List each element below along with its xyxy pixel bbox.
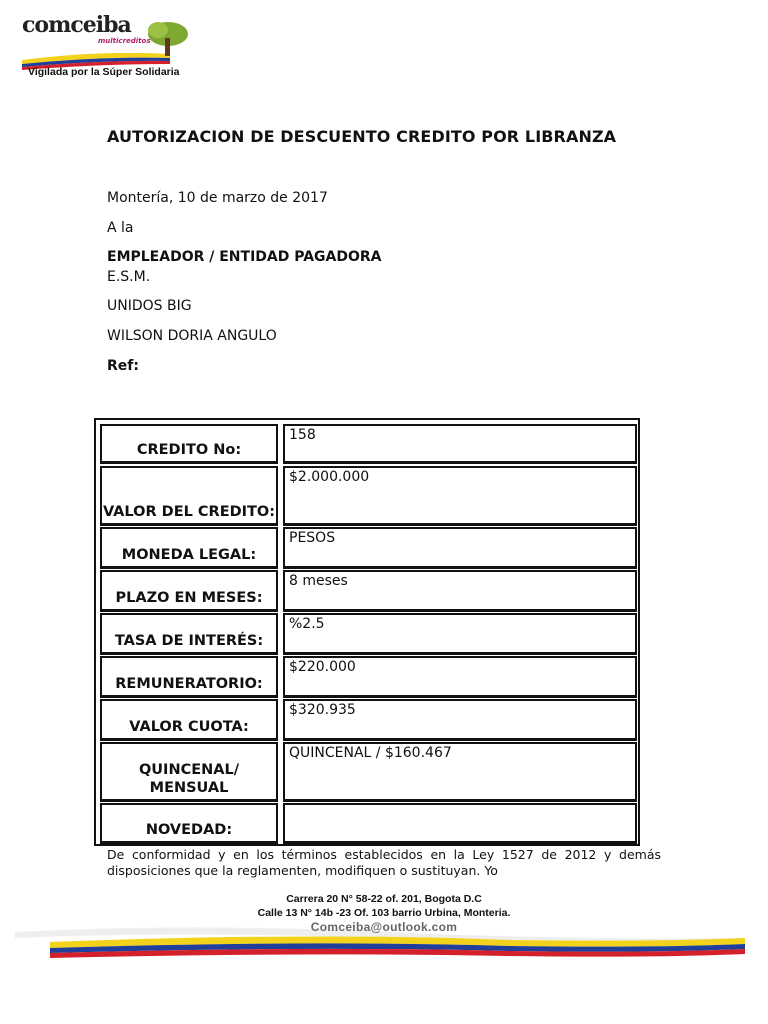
row-label: TASA DE INTERÉS:	[100, 613, 278, 655]
table-row	[100, 424, 637, 464]
table-row	[100, 570, 637, 612]
row-label: QUINCENAL/ MENSUAL	[100, 742, 278, 802]
tree-icon	[148, 22, 188, 56]
logo-text: comceiba	[22, 12, 131, 38]
table-row	[100, 742, 637, 802]
table-row	[100, 803, 637, 844]
row-value: 158	[283, 424, 637, 464]
date-line: Montería, 10 de marzo de 2017	[107, 190, 328, 206]
table-row	[100, 656, 637, 698]
row-value: 8 meses	[283, 570, 637, 612]
footer-address-1: Carrera 20 N° 58-22 of. 201, Bogota D.C	[286, 893, 482, 905]
row-value: $220.000	[283, 656, 637, 698]
table-row	[100, 699, 637, 741]
row-value: $2.000.000	[283, 466, 637, 526]
table-row	[100, 527, 637, 569]
row-value: QUINCENAL / $160.467	[283, 742, 637, 802]
row-value: PESOS	[283, 527, 637, 569]
row-label: VALOR DEL CREDITO:	[100, 466, 278, 526]
employer-line: UNIDOS BIG	[107, 298, 192, 314]
employer-line: WILSON DORIA ANGULO	[107, 328, 277, 344]
employer-heading: EMPLEADOR / ENTIDAD PAGADORA	[107, 249, 382, 265]
consent-paragraph: De conformidad y en los términos establecidos en la Ley 1527 de 2012 y demás disposiciones que la reglamenten, modifiquen o sustituyan. Yo	[107, 847, 661, 878]
row-label: MONEDA LEGAL:	[100, 527, 278, 569]
footer-email-link[interactable]: Comceiba@outlook.com	[310, 920, 458, 934]
row-value: $320.935	[283, 699, 637, 741]
row-label: REMUNERATORIO:	[100, 656, 278, 698]
row-label: NOVEDAD:	[100, 803, 278, 844]
table-row	[100, 613, 637, 655]
to-line: A la	[107, 220, 134, 236]
logo-tagline: Vigilada por la Súper Solidaria	[28, 66, 180, 78]
table-row	[100, 466, 637, 526]
row-label: PLAZO EN MESES:	[100, 570, 278, 612]
employer-line: E.S.M.	[107, 269, 151, 285]
document-title: AUTORIZACION DE DESCUENTO CREDITO POR LIBRANZA	[107, 127, 617, 146]
credit-table	[94, 418, 640, 846]
logo-subtitle: multicreditos	[98, 37, 151, 45]
ref-label: Ref:	[107, 358, 139, 374]
footer-address-2: Calle 13 N° 14b -23 Of. 103 barrio Urbina, Monteria.	[257, 907, 511, 919]
row-label: CREDITO No:	[100, 424, 278, 464]
row-value: %2.5	[283, 613, 637, 655]
row-label: VALOR CUOTA:	[100, 699, 278, 741]
row-value	[283, 803, 637, 844]
